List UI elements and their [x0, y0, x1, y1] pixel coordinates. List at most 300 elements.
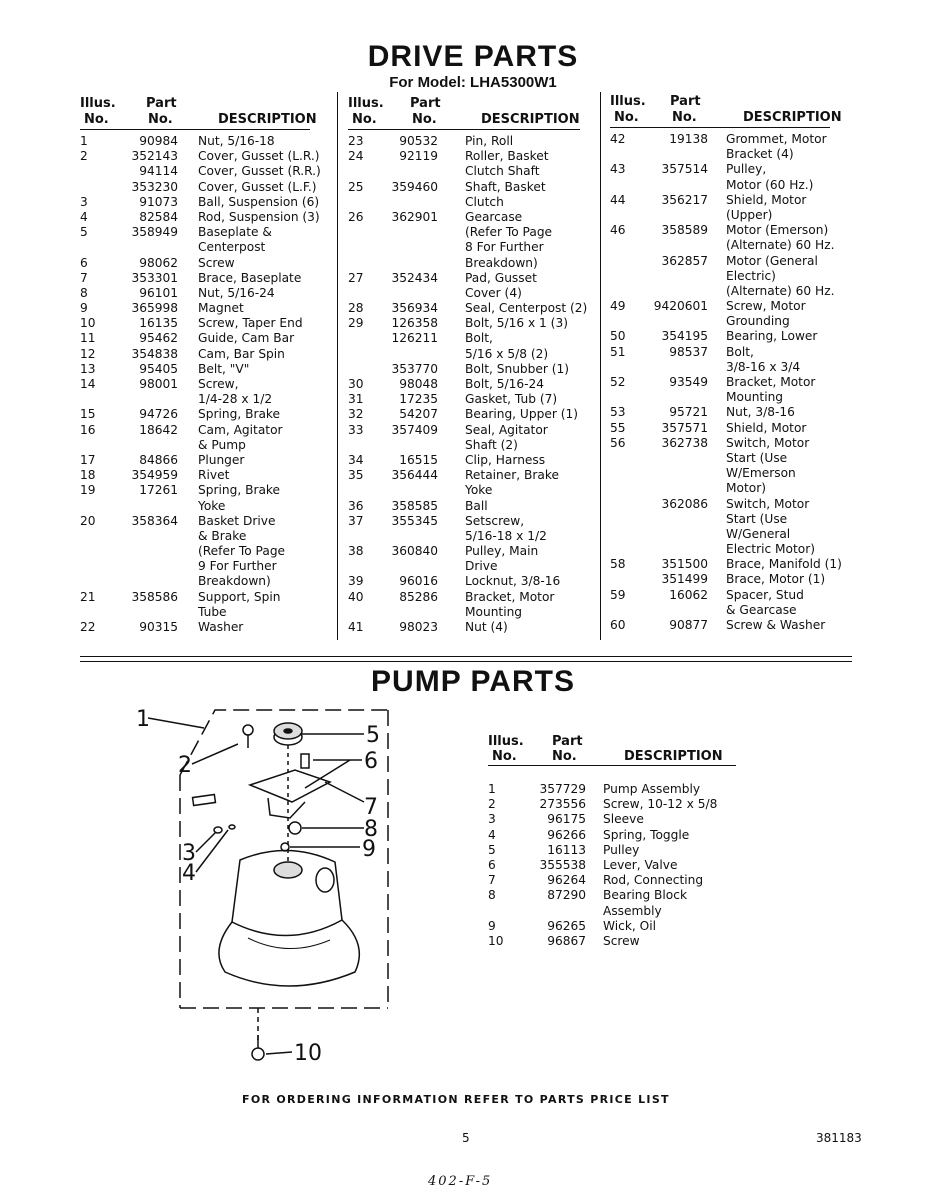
part-number: 362901	[391, 209, 438, 224]
part-description: Nut (4)	[465, 620, 508, 634]
illus-number: 9	[488, 918, 496, 933]
table-row	[348, 331, 598, 346]
table-row	[80, 544, 320, 559]
table-row	[488, 828, 748, 843]
table-row	[610, 618, 860, 633]
table-row	[610, 208, 860, 223]
table-row	[610, 178, 860, 193]
part-description: Motor (Emerson)	[726, 223, 829, 238]
part-number: 98001	[139, 377, 178, 391]
part-number: 351500	[661, 557, 708, 572]
part-description: Brace, Motor (1)	[726, 572, 826, 587]
table-row	[80, 605, 320, 620]
part-description: Grommet, Motor	[726, 132, 827, 146]
document-number: 381183	[816, 1131, 862, 1145]
part-description: Drive	[465, 559, 498, 574]
part-number: 351499	[661, 572, 708, 587]
table-row	[80, 483, 320, 498]
illus-number: 2	[80, 149, 88, 164]
table-row	[348, 483, 598, 498]
table-row	[348, 180, 598, 195]
part-description: Cam, Bar Spin	[198, 346, 285, 361]
illus-number: 15	[80, 407, 96, 422]
part-description: Breakdown)	[465, 255, 538, 270]
part-number: 96266	[547, 827, 586, 842]
part-description: Brace, Manifold (1)	[726, 557, 842, 572]
part-description: & Pump	[198, 437, 246, 452]
table-row	[348, 590, 598, 605]
part-number: 87290	[547, 888, 586, 903]
part-description: Ball, Suspension (6)	[198, 194, 320, 209]
table-row	[80, 347, 320, 362]
part-description: Shaft (2)	[465, 437, 518, 452]
illus-number: 32	[348, 407, 364, 422]
part-number: 354959	[131, 468, 178, 483]
part-number: 16062	[669, 587, 708, 602]
illus-header-1: Illus.	[348, 96, 384, 111]
part-description: Wick, Oil	[603, 918, 657, 933]
part-description: Locknut, 3/8-16	[465, 574, 561, 589]
callout-3: 3	[182, 841, 196, 866]
drive-rows-3	[610, 132, 860, 633]
table-row	[610, 254, 860, 269]
section-divider	[80, 656, 852, 657]
table-row	[610, 162, 860, 177]
illus-number: 41	[348, 620, 364, 634]
table-row	[80, 574, 320, 589]
illus-number: 4	[488, 827, 496, 842]
illus-number: 10	[488, 933, 504, 948]
table-row	[348, 544, 598, 559]
table-row	[488, 904, 748, 919]
part-description: W/Emerson	[726, 466, 796, 481]
callout-2: 2	[178, 753, 192, 778]
section-divider	[80, 661, 852, 662]
part-description: 5/16-18 x 1/2	[465, 528, 547, 543]
table-row	[348, 514, 598, 529]
table-row	[610, 527, 860, 542]
table-row	[610, 375, 860, 390]
part-number: 362086	[661, 496, 708, 511]
part-number: 358589	[661, 223, 708, 238]
part-header-1: Part	[410, 96, 441, 111]
part-description: Rivet	[198, 468, 230, 483]
table-row	[80, 331, 320, 346]
part-description: Shield, Motor	[726, 192, 807, 207]
drive-rows-1	[80, 134, 320, 635]
table-row	[80, 240, 320, 255]
part-description: Assembly	[603, 903, 662, 918]
part-number: 94726	[139, 407, 178, 422]
table-row	[610, 588, 860, 603]
illus-number: 2	[488, 797, 496, 812]
illus-number: 29	[348, 316, 364, 331]
illus-number: 25	[348, 179, 364, 194]
part-description: Guide, Cam Bar	[198, 331, 295, 346]
illus-number: 5	[488, 842, 496, 857]
illus-number: 17	[80, 452, 96, 467]
part-number: 365998	[131, 301, 178, 316]
part-description: Electric)	[726, 268, 776, 283]
part-number: 98023	[399, 620, 438, 634]
part-description: Bearing, Upper (1)	[465, 407, 578, 422]
illus-number: 10	[80, 316, 96, 331]
illus-number: 46	[610, 223, 626, 238]
part-description: Motor)	[726, 481, 766, 496]
part-description: Mounting	[726, 390, 784, 405]
part-description: Spring, Brake	[198, 483, 281, 498]
part-description: Screw	[603, 933, 640, 948]
part-number: 358949	[131, 225, 178, 240]
part-number: 17261	[139, 483, 178, 498]
description-header: DESCRIPTION	[624, 749, 723, 764]
table-row	[80, 256, 320, 271]
table-row	[348, 620, 598, 635]
table-row	[610, 603, 860, 618]
illus-number: 8	[80, 285, 88, 300]
part-number: 18642	[139, 422, 178, 437]
illus-header-1: Illus.	[610, 94, 646, 109]
part-number: 85286	[399, 589, 438, 604]
part-description: Screw, 10-12 x 5/8	[603, 797, 718, 812]
part-number: 96264	[547, 873, 586, 888]
part-description: Lever, Valve	[603, 857, 678, 872]
table-row	[610, 223, 860, 238]
part-description: Support, Spin	[198, 589, 281, 604]
part-description: Baseplate &	[198, 225, 272, 240]
part-description: Cover, Gusset (L.R.)	[198, 149, 320, 164]
header-rule	[348, 129, 580, 130]
page-number: 5	[462, 1131, 470, 1145]
table-row	[610, 466, 860, 481]
description-header: DESCRIPTION	[743, 110, 842, 125]
part-header-2: No.	[148, 112, 173, 127]
part-description: (Alternate) 60 Hz.	[726, 283, 835, 298]
table-row	[488, 934, 748, 949]
illus-number: 6	[488, 857, 496, 872]
table-row	[80, 620, 320, 635]
table-row	[348, 438, 598, 453]
column-divider	[600, 92, 601, 640]
part-number: 90984	[139, 134, 178, 148]
table-row	[80, 286, 320, 301]
illus-number: 3	[488, 812, 496, 827]
part-description: Shield, Motor	[726, 420, 807, 435]
table-row	[80, 559, 320, 574]
part-description: Roller, Basket	[465, 149, 549, 164]
illus-number: 28	[348, 301, 364, 316]
illus-number: 24	[348, 149, 364, 164]
part-description: Cover, Gusset (R.R.)	[198, 164, 321, 179]
part-description: Switch, Motor	[726, 496, 810, 511]
table-row	[610, 360, 860, 375]
part-number: 356217	[661, 192, 708, 207]
part-description: Motor (General	[726, 253, 818, 268]
part-description: Mounting	[465, 604, 523, 619]
illus-number: 52	[610, 375, 626, 389]
part-description: Bolt, Snubber (1)	[465, 361, 570, 376]
callout-9: 9	[362, 837, 376, 862]
part-number: 353301	[131, 270, 178, 285]
illus-number: 39	[348, 574, 364, 589]
part-description: Seal, Centerpost (2)	[465, 301, 588, 316]
illus-number: 55	[610, 420, 626, 435]
table-row	[610, 193, 860, 208]
illus-header-1: Illus.	[488, 734, 524, 749]
part-number: 354838	[131, 346, 178, 361]
table-row	[488, 797, 748, 812]
table-row	[80, 377, 320, 392]
table-row	[348, 423, 598, 438]
part-number: 360840	[391, 544, 438, 559]
part-description: Tube	[198, 604, 227, 619]
table-row	[348, 301, 598, 316]
part-description: 1/4-28 x 1/2	[198, 392, 273, 407]
illus-number: 19	[80, 483, 96, 498]
part-number: 355345	[391, 513, 438, 528]
table-row	[80, 271, 320, 286]
illus-number: 43	[610, 162, 626, 177]
part-description: Bracket (4)	[726, 147, 794, 162]
pump-exploded-diagram	[120, 690, 410, 1070]
table-row	[610, 238, 860, 253]
part-description: Rod, Connecting	[603, 873, 704, 888]
part-description: Screw & Washer	[726, 618, 826, 632]
table-row	[610, 405, 860, 420]
illus-number: 7	[80, 270, 88, 285]
part-number: 92119	[399, 149, 438, 164]
table-row	[348, 407, 598, 422]
part-description: Centerpost	[198, 240, 266, 255]
part-number: 358585	[391, 498, 438, 513]
part-description: Pad, Gusset	[465, 270, 537, 285]
illus-number: 13	[80, 361, 96, 376]
part-description: Switch, Motor	[726, 435, 810, 450]
description-header: DESCRIPTION	[481, 112, 580, 127]
part-header-2: No.	[552, 749, 577, 764]
table-row	[80, 362, 320, 377]
part-description: Rod, Suspension (3)	[198, 209, 320, 224]
part-description: Belt, "V"	[198, 361, 250, 376]
part-number: 95721	[669, 405, 708, 420]
table-row	[348, 529, 598, 544]
part-number: 358586	[131, 589, 178, 604]
illus-number: 9	[80, 301, 88, 316]
illus-number: 53	[610, 405, 626, 420]
part-description: Nut, 5/16-18	[198, 134, 275, 148]
part-description: Cover (4)	[465, 285, 522, 300]
part-description: Ball	[465, 498, 488, 513]
part-description: Shaft, Basket	[465, 179, 546, 194]
part-header-1: Part	[670, 94, 701, 109]
column-divider	[337, 92, 338, 640]
part-number: 94114	[139, 164, 178, 179]
table-row	[348, 347, 598, 362]
part-number: 353230	[131, 179, 178, 194]
illus-number: 11	[80, 331, 96, 346]
table-row	[610, 269, 860, 284]
table-row	[348, 392, 598, 407]
table-row	[348, 286, 598, 301]
table-row	[610, 557, 860, 572]
part-number: 90877	[669, 618, 708, 632]
table-row	[348, 256, 598, 271]
part-description: Bearing Block	[603, 888, 688, 903]
illus-number: 5	[80, 225, 88, 240]
table-row	[348, 225, 598, 240]
illus-number: 44	[610, 192, 626, 207]
part-number: 356934	[391, 301, 438, 316]
part-number: 357409	[391, 422, 438, 437]
part-description: Retainer, Brake	[465, 468, 559, 483]
part-description: Magnet	[198, 301, 244, 316]
callout-1: 1	[136, 707, 150, 732]
table-row	[80, 301, 320, 316]
illus-number: 49	[610, 299, 626, 314]
part-description: & Brake	[198, 528, 247, 543]
part-description: Washer	[198, 620, 244, 634]
illus-number: 14	[80, 377, 96, 391]
illus-header-2: No.	[84, 112, 109, 127]
table-row	[80, 514, 320, 529]
table-row	[610, 329, 860, 344]
part-description: Bolt, 5/16-24	[465, 377, 545, 391]
part-description: Electric Motor)	[726, 542, 816, 557]
part-number: 17235	[399, 392, 438, 407]
part-number: 98537	[669, 344, 708, 359]
table-row	[610, 299, 860, 314]
part-description: (Refer To Page	[465, 225, 553, 240]
part-description: W/General	[726, 526, 791, 541]
table-row	[80, 407, 320, 422]
part-number: 16515	[399, 452, 438, 467]
part-number: 96867	[547, 933, 586, 948]
part-description: Pump Assembly	[603, 782, 701, 796]
illus-number: 38	[348, 544, 364, 559]
part-number: 352434	[391, 270, 438, 285]
illus-number: 12	[80, 346, 96, 361]
table-row	[80, 180, 320, 195]
part-description: Pulley, Main	[465, 544, 539, 559]
part-number: 126358	[391, 316, 438, 331]
part-number: 91073	[139, 194, 178, 209]
pump-rows	[488, 782, 748, 949]
callout-5: 5	[366, 723, 380, 748]
drive-rows-2	[348, 134, 598, 635]
part-description: Yoke	[198, 498, 226, 513]
part-number: 359460	[391, 179, 438, 194]
table-row	[80, 195, 320, 210]
table-row	[80, 316, 320, 331]
part-description: Brace, Baseplate	[198, 270, 302, 285]
part-description: Sleeve	[603, 812, 644, 827]
illus-number: 56	[610, 435, 626, 450]
part-number: 9420601	[653, 299, 708, 314]
part-description: Bearing, Lower	[726, 329, 818, 344]
part-description: Pulley	[603, 842, 640, 857]
illus-number: 22	[80, 620, 96, 634]
part-number: 98048	[399, 377, 438, 391]
illus-number: 16	[80, 422, 96, 437]
illus-number: 1	[488, 782, 496, 796]
table-row	[610, 497, 860, 512]
part-number: 354195	[661, 329, 708, 344]
illus-header-1: Illus.	[80, 96, 116, 111]
table-row	[488, 873, 748, 888]
part-description: Bracket, Motor	[465, 589, 555, 604]
part-number: 98062	[139, 255, 178, 270]
part-description: Clip, Harness	[465, 452, 546, 467]
illus-number: 3	[80, 194, 88, 209]
part-number: 126211	[391, 331, 438, 346]
table-row	[348, 134, 598, 149]
part-description: Bracket, Motor	[726, 375, 816, 389]
table-row	[610, 390, 860, 405]
illus-number: 31	[348, 392, 364, 407]
illus-header-2: No.	[352, 112, 377, 127]
table-row	[610, 451, 860, 466]
part-description: Pulley,	[726, 162, 767, 177]
part-number: 82584	[139, 209, 178, 224]
part-description: Seal, Agitator	[465, 422, 548, 437]
illus-number: 34	[348, 452, 364, 467]
part-description: Gasket, Tub (7)	[465, 392, 558, 407]
description-header: DESCRIPTION	[218, 112, 317, 127]
table-row	[348, 271, 598, 286]
table-row	[80, 529, 320, 544]
illus-number: 20	[80, 513, 96, 528]
table-row	[348, 377, 598, 392]
table-row	[488, 782, 748, 797]
illus-number: 7	[488, 873, 496, 888]
illus-number: 21	[80, 589, 96, 604]
part-description: Cam, Agitator	[198, 422, 283, 437]
illus-number: 23	[348, 134, 364, 148]
illus-number: 8	[488, 888, 496, 903]
table-row	[488, 812, 748, 827]
illus-number: 30	[348, 377, 364, 391]
illus-number: 26	[348, 209, 364, 224]
part-number: 352143	[131, 149, 178, 164]
part-number: 273556	[539, 797, 586, 812]
table-row	[80, 392, 320, 407]
part-description: Screw, Taper End	[198, 316, 303, 331]
part-description: Setscrew,	[465, 513, 525, 528]
part-description: Clutch Shaft	[465, 164, 540, 179]
table-row	[610, 421, 860, 436]
part-description: Clutch	[465, 194, 504, 209]
drive-parts-title: DRIVE PARTS	[367, 40, 579, 73]
illus-number: 40	[348, 589, 364, 604]
part-description: Bolt,	[465, 331, 493, 346]
part-description: Nut, 3/8-16	[726, 405, 795, 420]
part-description: (Upper)	[726, 207, 773, 222]
part-number: 96101	[139, 285, 178, 300]
table-row	[80, 134, 320, 149]
illus-number: 6	[80, 255, 88, 270]
part-number: 357571	[661, 420, 708, 435]
part-description: 5/16 x 5/8 (2)	[465, 346, 549, 361]
part-description: (Alternate) 60 Hz.	[726, 238, 835, 253]
part-number: 95405	[139, 361, 178, 376]
table-row	[80, 423, 320, 438]
part-description: 9 For Further	[198, 559, 277, 574]
part-number: 353770	[391, 361, 438, 376]
handwritten-note: 402-F-5	[428, 1174, 493, 1189]
part-number: 54207	[399, 407, 438, 422]
part-description: Bolt, 5/16 x 1 (3)	[465, 316, 568, 331]
header-rule	[488, 765, 736, 766]
